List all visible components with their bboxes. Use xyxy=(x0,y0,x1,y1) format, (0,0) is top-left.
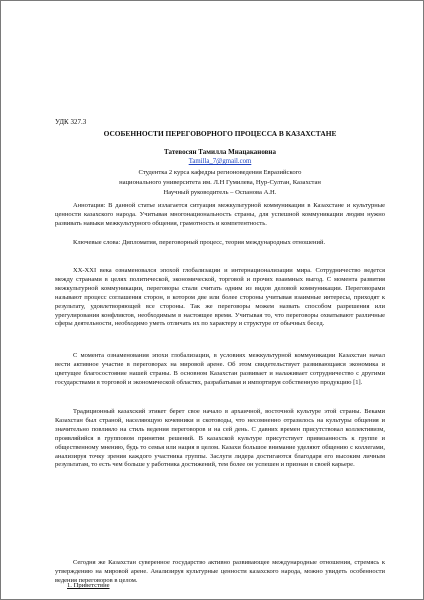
author-name: Татевосян Тамилла Мнацакановна xyxy=(164,148,276,156)
affiliation-block xyxy=(55,168,385,198)
udc-code: УДК 327.3 xyxy=(55,118,87,126)
body-paragraph: С момента ознаменования эпохи глобализации, в условиях межкультурной коммуникации Казахстан начал вести активное участие в переговорах на мировой арене. Об этом свидетельствует развивающаяся экономика и цветущее благосостояние нашей страны. В основном Казахстан развивает и налаживает сотрудничество с другими государствами в торговой и экономической областях, разрабатывая и импортируя собственную продукцию [1]. xyxy=(55,352,385,386)
body-paragraph: XX-XXI века ознаменовался эпохой глобализации и интернационализации мира. Сотрудничество ведется между странами в целях политической, экономической, торговой и прочих взаимных выгод. С момента развития межкультурной коммуникации, переговоры стали считать одним из видов деловой коммуникации. Переговорами называют процесс соглашения сторон, в котором две или более стороны учитывая взаимные интересы, приходят к результату, удовлетворяющей все стороны. Так же переговоры можем назвать способом разрешения или урегулирования конфликтов, необходимым в настоящее время. Учитывая то, что переговоры охватывают различные сферы деятельности, необходимо уметь отличать их по характеру и структуре от обычных бесед. xyxy=(55,267,385,328)
keywords-paragraph: Ключевые слова: Дипломатия, переговорный процесс, теория международных отношений. xyxy=(73,239,326,246)
affiliation-line: Студентка 2 курса кафедры регионоведения Евразийского xyxy=(138,169,302,176)
article-title: ОСОБЕННОСТИ ПЕРЕГОВОРНОГО ПРОЦЕССА В КАЗАХСТАНЕ xyxy=(103,129,337,138)
affiliation-line: национального университета им. Л.Н Гумилева, Нур-Султан, Казахстан xyxy=(119,179,321,186)
section-heading: 1. Приветствие xyxy=(67,582,110,589)
supervisor-line: Научный руководитель – Оспанова А.Н. xyxy=(163,189,277,196)
body-paragraph: Традиционный казахский этикет берет свое начало в архаичной, восточной культуре этой страны. Веками Казахстан был страной, населяющую кочевники и скотоводы, что несомненно отразилось на культуры общения и значительно повлияло на стиль ведения переговоров и на сей день. С давних времен присутствовал коллективизм, проявляйийся в групповом принятии решений. В казахской культуре присутствует привязанность к группе и общественному мнению, будь то семья или нация в целом. Казахи большое внимание уделяют общению с коллегами, анализируя точку зрения каждого участника группы. Заслуги лидера достигаются благодаря его высоким личным результатам, то есть чем больше у работника достижений, тем более он успешен и признан в своей карьере. xyxy=(55,408,385,469)
body-paragraph: Сегодня же Казахстан суверенное государство активно развивающее международные отношения, стремясь к утверждению на мировой арене. Анализируя культурные ценности казахского народа, можно увидеть особенности ведения переговоров в целом. xyxy=(55,559,385,584)
abstract-paragraph: Аннотация: В данной статье излагается ситуация межкультурной коммуникации в Казахстане и культурные ценности казахского народа. Учитывая многонациональность страны, для успешной коммуникации людям нужно развивать навыки межкультурного общения, грамотность и компетентность. xyxy=(55,202,385,227)
author-email[interactable]: Tamilla_7@gmail.com xyxy=(188,158,252,165)
